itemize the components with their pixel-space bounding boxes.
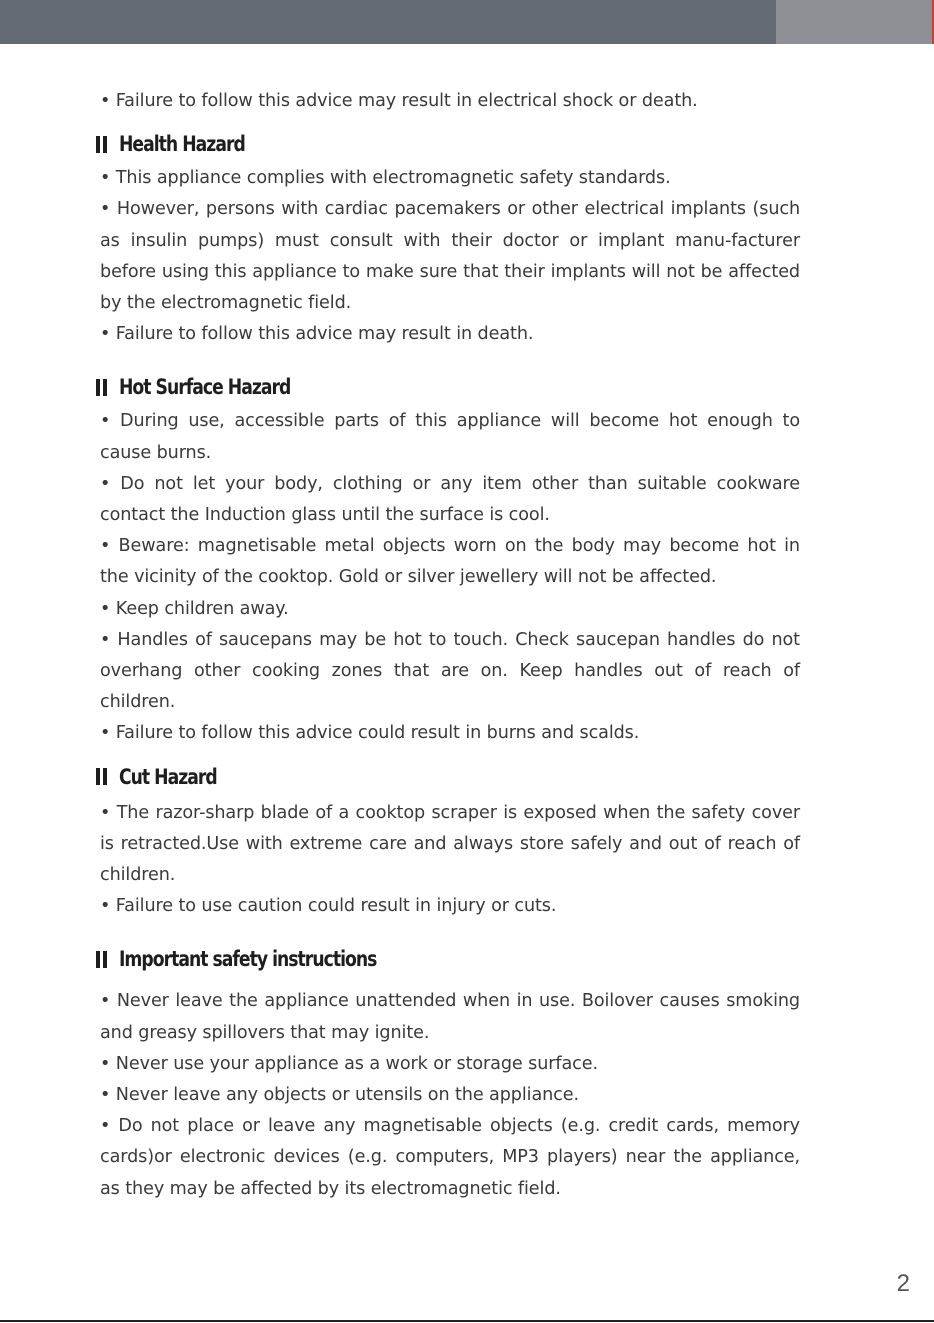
section-marker-icon [96, 379, 107, 396]
hot-surface-hazard-list [100, 406, 800, 749]
important-instructions-list [100, 986, 800, 1204]
section-title: Hot Surface Hazard [119, 375, 291, 400]
section-title: Important safety instructions [119, 947, 377, 972]
section-marker-icon [96, 136, 107, 153]
list-item: • Failure to follow this advice could result in burns and scalds. [100, 718, 800, 749]
health-hazard-list [100, 163, 800, 350]
list-item: • Handles of saucepans may be hot to touch. Check saucepan handles do not overhang other cooking zones that are on. Keep handles out of reach of children. [100, 625, 800, 719]
list-item: • Failure to follow this advice may result in death. [100, 319, 800, 350]
intro-bullet: • Failure to follow this advice may result in electrical shock or death. [100, 86, 800, 117]
section-heading-cut [96, 762, 800, 792]
list-item: • During use, accessible parts of this appliance will become hot enough to cause burns. [100, 406, 800, 468]
section-heading-hot-surface [96, 372, 800, 402]
cut-hazard-list [100, 798, 800, 923]
list-item: • However, persons with cardiac pacemakers or other electrical implants (such as insulin pumps) must consult with their doctor or implant manu-facturer before using this appliance to make sure that their implants will not be affected by the electromagnetic field. [100, 194, 800, 319]
list-item: • Do not place or leave any magnetisable objects (e.g. credit cards, memory cards)or electronic devices (e.g. computers, MP3 players) near the appliance, as they may be affected by its electromagnetic field. [100, 1111, 800, 1205]
list-item: • This appliance complies with electromagnetic safety standards. [100, 163, 800, 194]
footer-rule [0, 1320, 934, 1322]
page-number: 2 [896, 1270, 910, 1297]
list-item: • Never leave the appliance unattended when in use. Boilover causes smoking and greasy spillovers that may ignite. [100, 986, 800, 1048]
header-tab [776, 0, 932, 44]
list-item: • Never use your appliance as a work or storage surface. [100, 1049, 800, 1080]
list-item: • Do not let your body, clothing or any item other than suitable cookware contact the Induction glass until the surface is cool. [100, 469, 800, 531]
header-bar [0, 0, 776, 44]
section-heading-important [96, 944, 800, 974]
section-title: Health Hazard [119, 132, 245, 157]
list-item: • Beware: magnetisable metal objects worn on the body may become hot in the vicinity of the cooktop. Gold or silver jewellery will not be affected. [100, 531, 800, 593]
section-marker-icon [96, 951, 107, 968]
document-body [100, 86, 800, 1205]
section-title: Cut Hazard [119, 764, 217, 789]
list-item: • Failure to use caution could result in injury or cuts. [100, 891, 800, 922]
list-item: • The razor-sharp blade of a cooktop scraper is exposed when the safety cover is retracted.Use with extreme care and always store safely and out of reach of children. [100, 798, 800, 892]
section-heading-health [96, 129, 800, 159]
list-item: • Keep children away. [100, 594, 800, 625]
section-marker-icon [96, 768, 107, 785]
list-item: • Never leave any objects or utensils on the appliance. [100, 1080, 800, 1111]
